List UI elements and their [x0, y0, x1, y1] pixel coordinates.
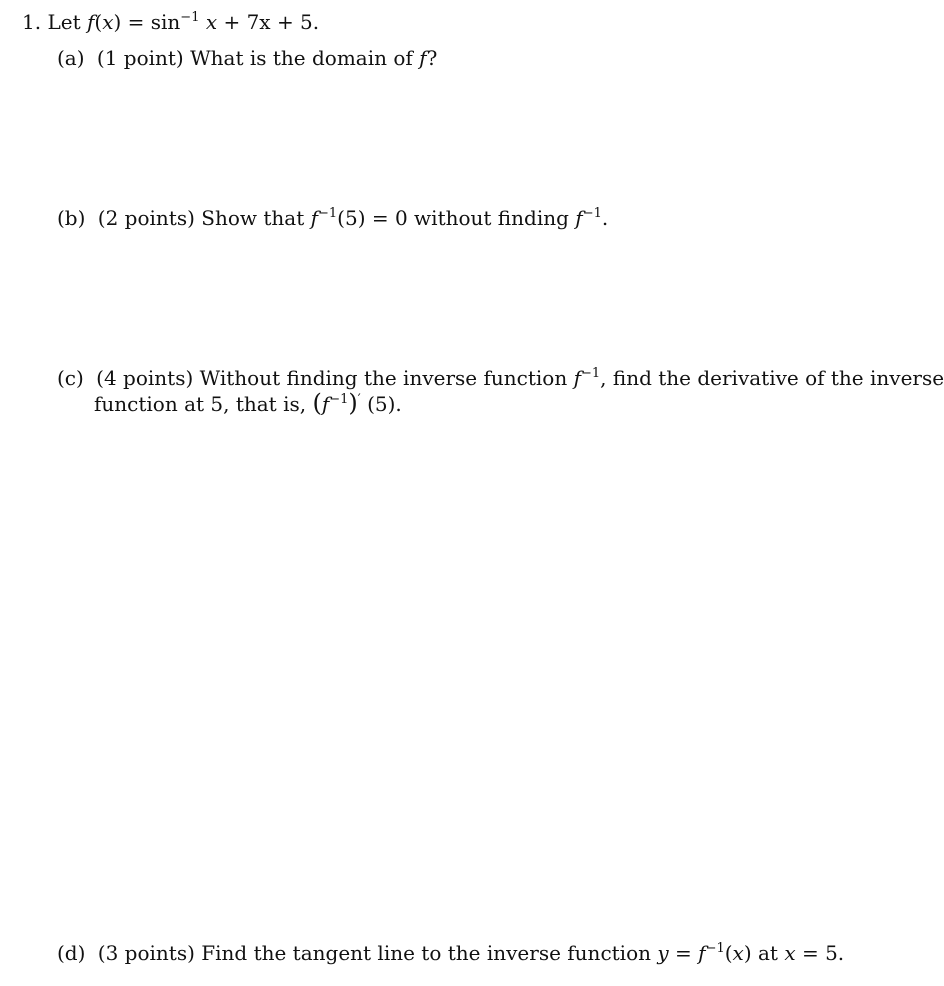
part-d-label: (d)	[57, 941, 86, 965]
part-d-x: x	[732, 941, 744, 965]
problem-number: 1.	[22, 10, 42, 34]
problem-statement	[22, 10, 319, 38]
part-d-end: = 5.	[795, 941, 845, 965]
part-b-text1: Show that	[201, 206, 305, 230]
part-d-eq: =	[668, 941, 699, 965]
part-c-arg: (5).	[360, 392, 402, 416]
part-a-end: ?	[426, 46, 438, 70]
inverse-superscript: −1	[180, 10, 200, 25]
function-tail: + 7x + 5.	[217, 10, 320, 34]
part-c-points: (4 points)	[96, 366, 194, 390]
part-b-end: .	[601, 206, 609, 230]
sin-argument: x	[199, 10, 218, 34]
variable-x: x	[102, 10, 114, 34]
paren-close: )	[113, 10, 122, 34]
part-c-paren-close: )	[348, 389, 358, 417]
part-d-sup: −1	[705, 941, 725, 956]
paren-open: (	[94, 10, 103, 34]
part-d-arg-close: )	[743, 941, 752, 965]
part-c-label: (c)	[57, 366, 84, 390]
part-d-x2: x	[784, 941, 796, 965]
part-a-label: (a)	[57, 46, 85, 70]
part-c-prime: ′	[357, 392, 361, 407]
part-d-at: at	[751, 941, 778, 965]
part-b	[57, 206, 608, 234]
function-symbol: f	[86, 10, 95, 34]
part-c-line2	[94, 389, 402, 420]
part-d-y: y	[657, 941, 669, 965]
part-c-f2: f	[321, 392, 330, 416]
part-d-text1: Find the tangent line to the inverse function	[201, 941, 651, 965]
part-c	[57, 366, 944, 394]
problem-lead: Let	[47, 10, 81, 34]
part-b-f2: f	[575, 206, 583, 230]
part-a	[57, 46, 437, 70]
part-b-label: (b)	[57, 206, 86, 230]
part-d-f: f	[698, 941, 706, 965]
part-c-text2: , find the derivative of the inverse	[600, 366, 944, 390]
part-c-text1: Without finding the inverse function	[199, 366, 568, 390]
part-b-sup1: −1	[318, 206, 338, 221]
part-a-f: f	[419, 46, 427, 70]
part-d-points: (3 points)	[97, 941, 195, 965]
part-b-mid: (5) = 0 without finding	[337, 206, 569, 230]
part-c-sup2: −1	[329, 392, 349, 407]
part-b-points: (2 points)	[97, 206, 195, 230]
part-c-paren-open: (	[312, 389, 322, 417]
part-d-arg-open: (	[724, 941, 733, 965]
part-a-points: (1 point)	[96, 46, 184, 70]
part-b-sup2: −1	[582, 206, 602, 221]
part-d	[57, 941, 844, 969]
equals-sin: = sin	[121, 10, 181, 34]
part-a-text: What is the domain of	[190, 46, 413, 70]
part-c-f1: f	[573, 366, 581, 390]
part-c-sup1: −1	[580, 366, 601, 381]
part-c-line2-text: function at 5, that is,	[94, 392, 307, 416]
part-b-f1: f	[310, 206, 318, 230]
